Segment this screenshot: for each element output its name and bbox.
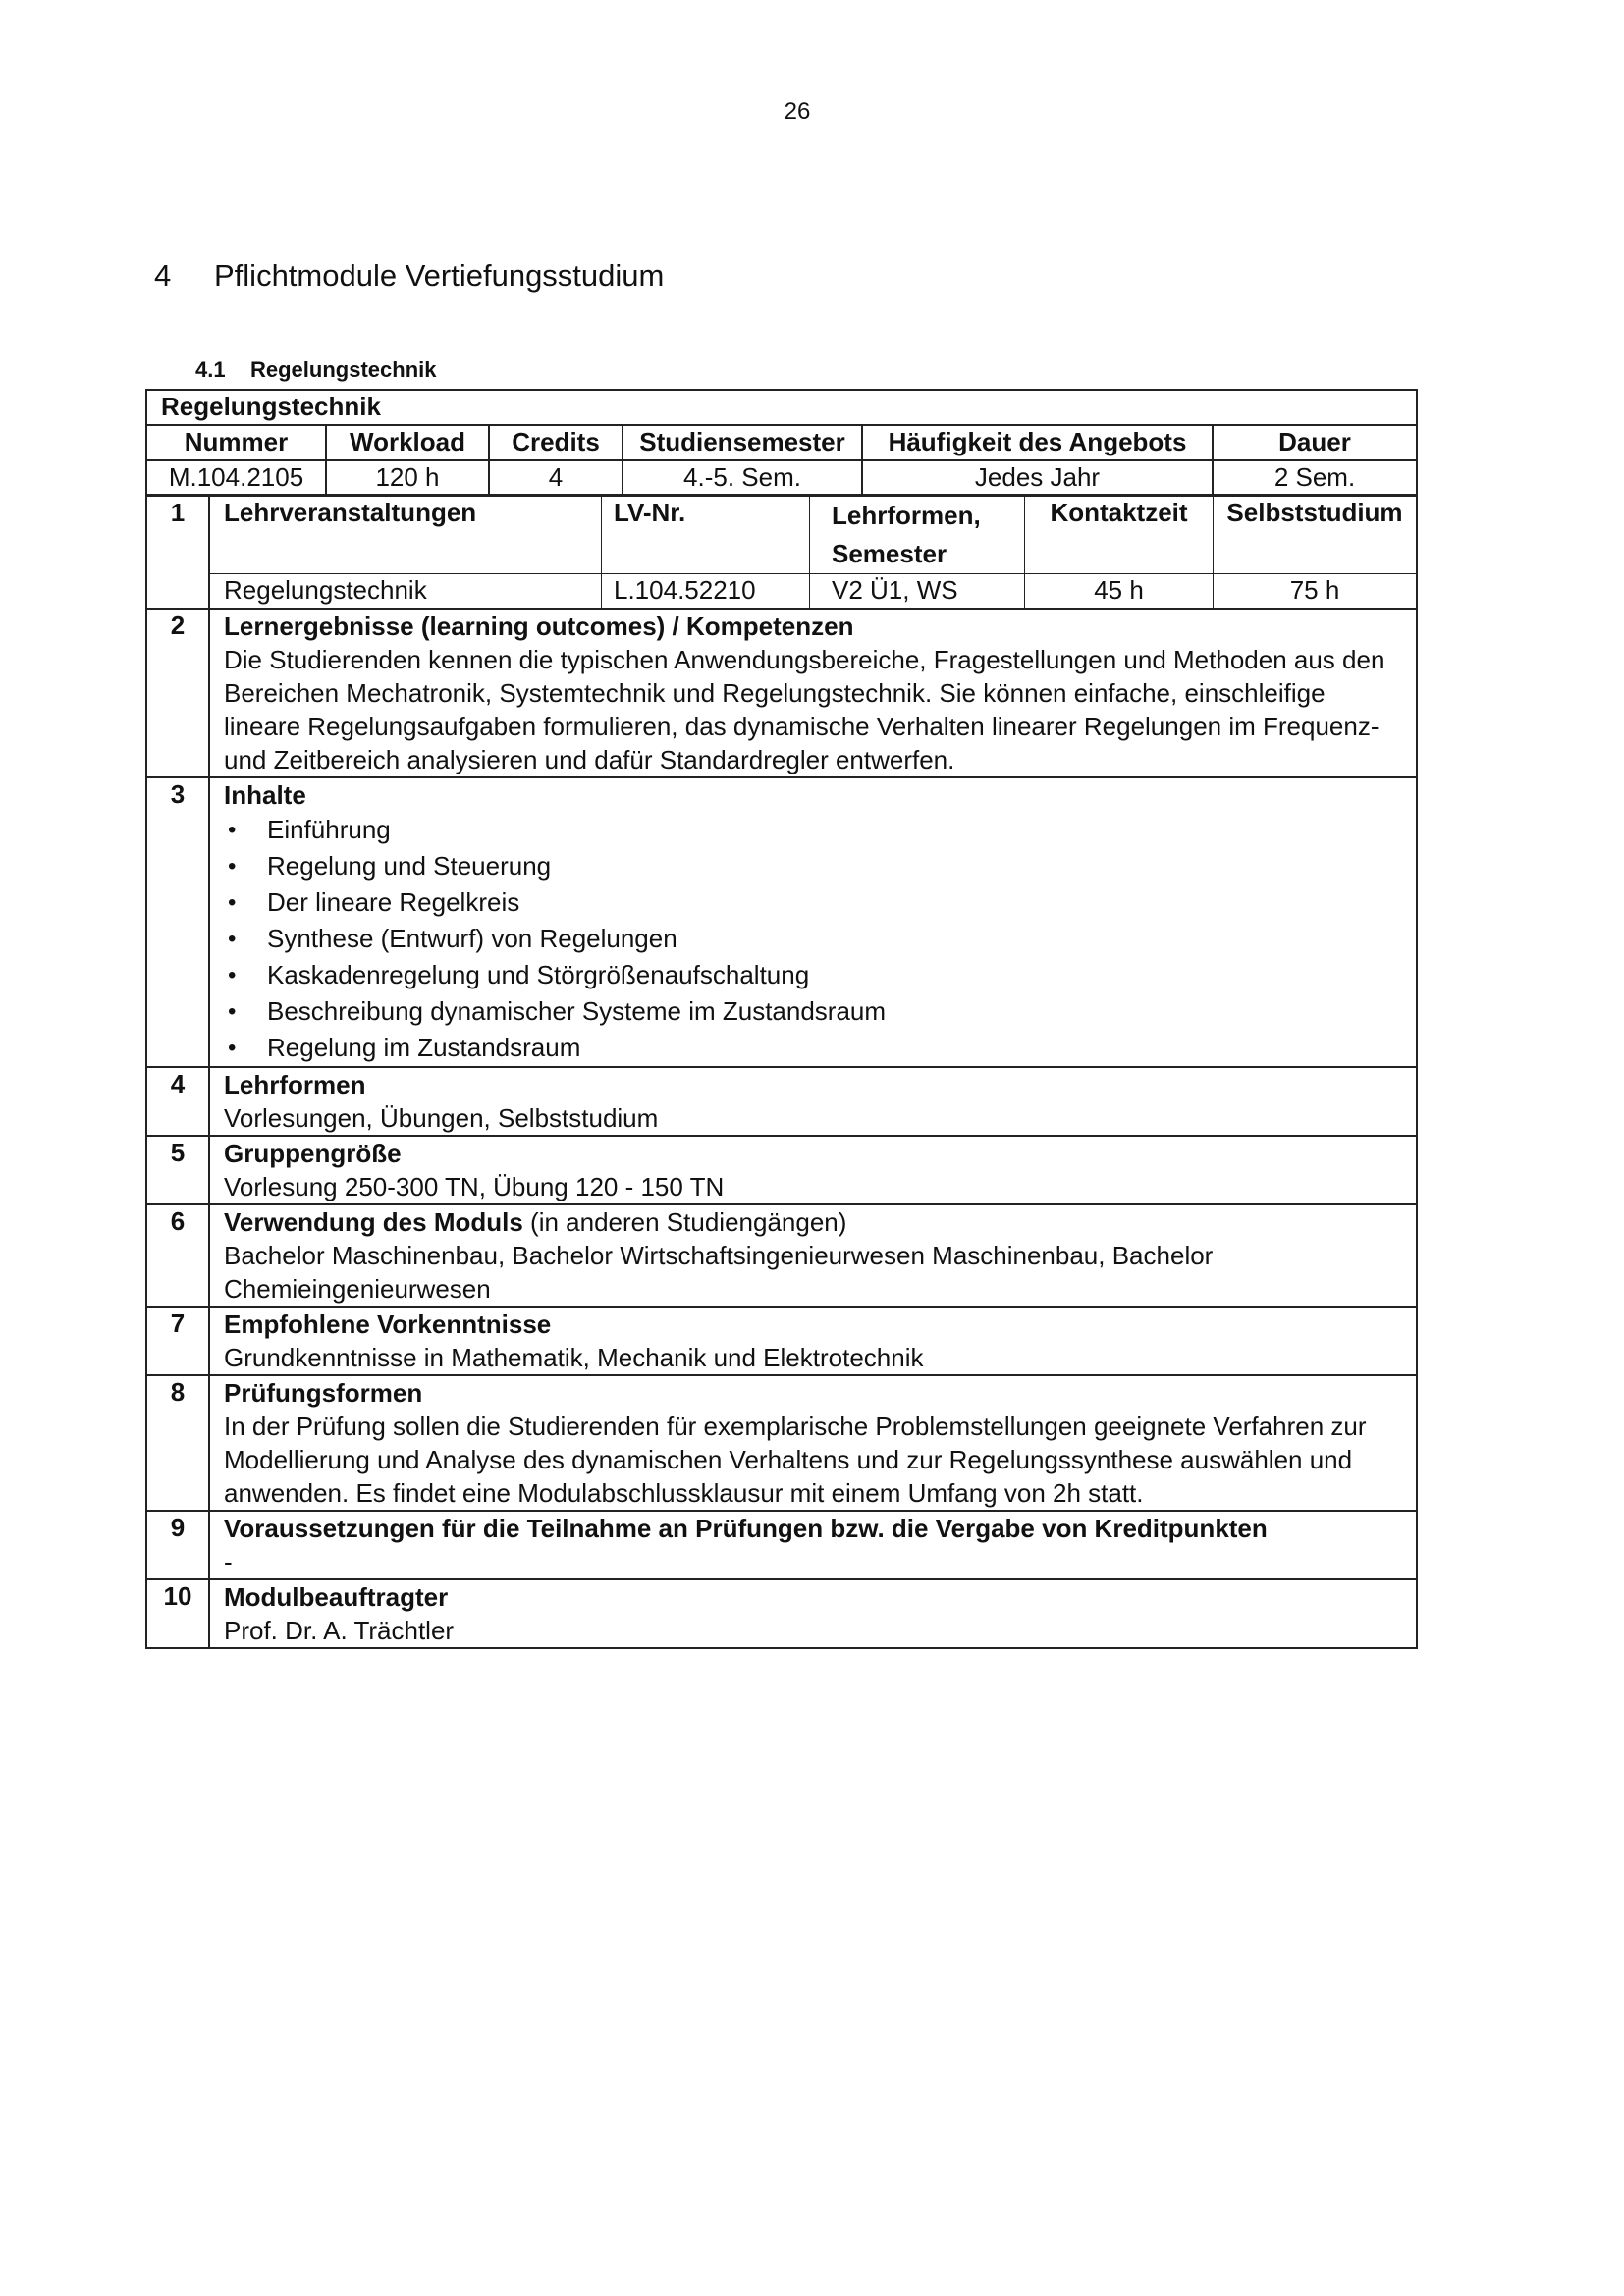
row-number: 1 <box>146 496 209 609</box>
value-nummer: M.104.2105 <box>146 460 326 496</box>
module-usage-title-suffix: (in anderen Studiengängen) <box>522 1206 847 1237</box>
module-usage-title: Verwendung des Moduls <box>224 1206 523 1237</box>
course-kontaktzeit: 45 h <box>1025 574 1214 608</box>
course-lvnr: L.104.52210 <box>602 574 810 608</box>
chapter-number: 4 <box>154 258 172 293</box>
list-item: • Der lineare Regelkreis <box>224 884 1402 921</box>
courses-header-lehrformen: Lehrformen, Semester <box>810 497 1025 574</box>
list-item: • Regelung im Zustandsraum <box>224 1030 1402 1066</box>
learning-outcomes-text: Die Studierenden kennen die typischen Anwendungsbereiche, Fragestellungen und Methoden aus den Bereichen Mechatronik, Systemtechnik und Regelungstechnik. Sie können einfache, einschleifige lineare Regelungsaufgaben formulieren, das dynamische Verhalten linearer Regelungen im Frequenz- und Zeitbereich analysieren und dafür Standardregler entwerfen. <box>224 644 1385 774</box>
section-heading <box>195 357 436 383</box>
header-dauer: Dauer <box>1213 425 1417 460</box>
course-selbststudium: 75 h <box>1214 574 1417 608</box>
value-credits: 4 <box>489 460 623 496</box>
teaching-forms-title: Lehrformen <box>224 1069 366 1099</box>
courses-table <box>210 497 1416 608</box>
list-item: • Regelung und Steuerung <box>224 848 1402 884</box>
row-number: 9 <box>146 1511 209 1579</box>
module-details-table <box>145 495 1418 1649</box>
learning-outcomes-title: Lernergebnisse (learning outcomes) / Kompetenzen <box>224 611 854 641</box>
courses-header-lvnr: LV-Nr. <box>602 497 810 574</box>
row-2 <box>146 609 1417 777</box>
row-1 <box>146 496 1417 609</box>
value-studiensemester: 4.-5. Sem. <box>623 460 862 496</box>
contents-list <box>224 812 1402 1066</box>
page-number: 26 <box>784 98 811 125</box>
row-number: 2 <box>146 609 209 777</box>
row-number: 10 <box>146 1579 209 1648</box>
exam-requirements-text: - <box>224 1546 233 1576</box>
module-lead-title: Modulbeauftragter <box>224 1581 449 1612</box>
row-number: 7 <box>146 1307 209 1375</box>
course-lehrformen: V2 Ü1, WS <box>810 574 1025 608</box>
prerequisites-text: Grundkenntnisse in Mathematik, Mechanik und Elektrotechnik <box>224 1342 924 1372</box>
chapter-heading <box>154 258 664 294</box>
row-5 <box>146 1136 1417 1204</box>
row-number: 5 <box>146 1136 209 1204</box>
row-3 <box>146 777 1417 1067</box>
courses-header-kontaktzeit: Kontaktzeit <box>1025 497 1214 574</box>
row-7 <box>146 1307 1417 1375</box>
row-number: 6 <box>146 1204 209 1307</box>
courses-header-lehrveranstaltungen: Lehrveranstaltungen <box>210 497 602 574</box>
section-number: 4.1 <box>195 357 226 382</box>
contents-title: Inhalte <box>224 779 306 810</box>
value-haeufigkeit: Jedes Jahr <box>862 460 1213 496</box>
header-nummer: Nummer <box>146 425 326 460</box>
courses-header-selbststudium: Selbststudium <box>1214 497 1417 574</box>
header-studiensemester: Studiensemester <box>623 425 862 460</box>
list-item: • Synthese (Entwurf) von Regelungen <box>224 921 1402 957</box>
list-item: • Kaskadenregelung und Störgrößenaufschaltung <box>224 957 1402 993</box>
header-workload: Workload <box>326 425 489 460</box>
list-item: • Beschreibung dynamischer Systeme im Zustandsraum <box>224 993 1402 1030</box>
row-10 <box>146 1579 1417 1648</box>
exam-forms-text: In der Prüfung sollen die Studierenden für exemplarische Problemstellungen geeignete Verfahren zur Modellierung und Analyse des dynamischen Verhaltens und zur Regelungssynthese auswählen und anwenden. Es findet eine Modulabschlussklausur mit einem Umfang von 2h statt. <box>224 1411 1367 1508</box>
row-4 <box>146 1067 1417 1136</box>
course-name: Regelungstechnik <box>210 574 602 608</box>
module-usage-text: Bachelor Maschinenbau, Bachelor Wirtschaftsingenieurwesen Maschinenbau, Bachelor Chemieingenieurwesen <box>224 1240 1214 1304</box>
row-number: 3 <box>146 777 209 1067</box>
list-item: • Einführung <box>224 812 1402 848</box>
header-credits: Credits <box>489 425 623 460</box>
group-size-title: Gruppengröße <box>224 1138 402 1168</box>
module-name: Regelungstechnik <box>146 390 1417 425</box>
header-haeufigkeit: Häufigkeit des Angebots <box>862 425 1213 460</box>
module-header-table <box>145 389 1418 496</box>
exam-forms-title: Prüfungsformen <box>224 1377 423 1408</box>
section-title: Regelungstechnik <box>250 357 437 382</box>
row-6 <box>146 1204 1417 1307</box>
value-workload: 120 h <box>326 460 489 496</box>
teaching-forms-text: Vorlesungen, Übungen, Selbststudium <box>224 1102 659 1133</box>
row-number: 4 <box>146 1067 209 1136</box>
row-9 <box>146 1511 1417 1579</box>
row-8 <box>146 1375 1417 1511</box>
exam-requirements-title: Voraussetzungen für die Teilnahme an Prüfungen bzw. die Vergabe von Kreditpunkten <box>224 1513 1268 1543</box>
prerequisites-title: Empfohlene Vorkenntnisse <box>224 1308 552 1339</box>
chapter-title: Pflichtmodule Vertiefungsstudium <box>214 258 665 293</box>
row-number: 8 <box>146 1375 209 1511</box>
module-lead-text: Prof. Dr. A. Trächtler <box>224 1615 455 1645</box>
group-size-text: Vorlesung 250-300 TN, Übung 120 - 150 TN <box>224 1171 725 1201</box>
value-dauer: 2 Sem. <box>1213 460 1417 496</box>
